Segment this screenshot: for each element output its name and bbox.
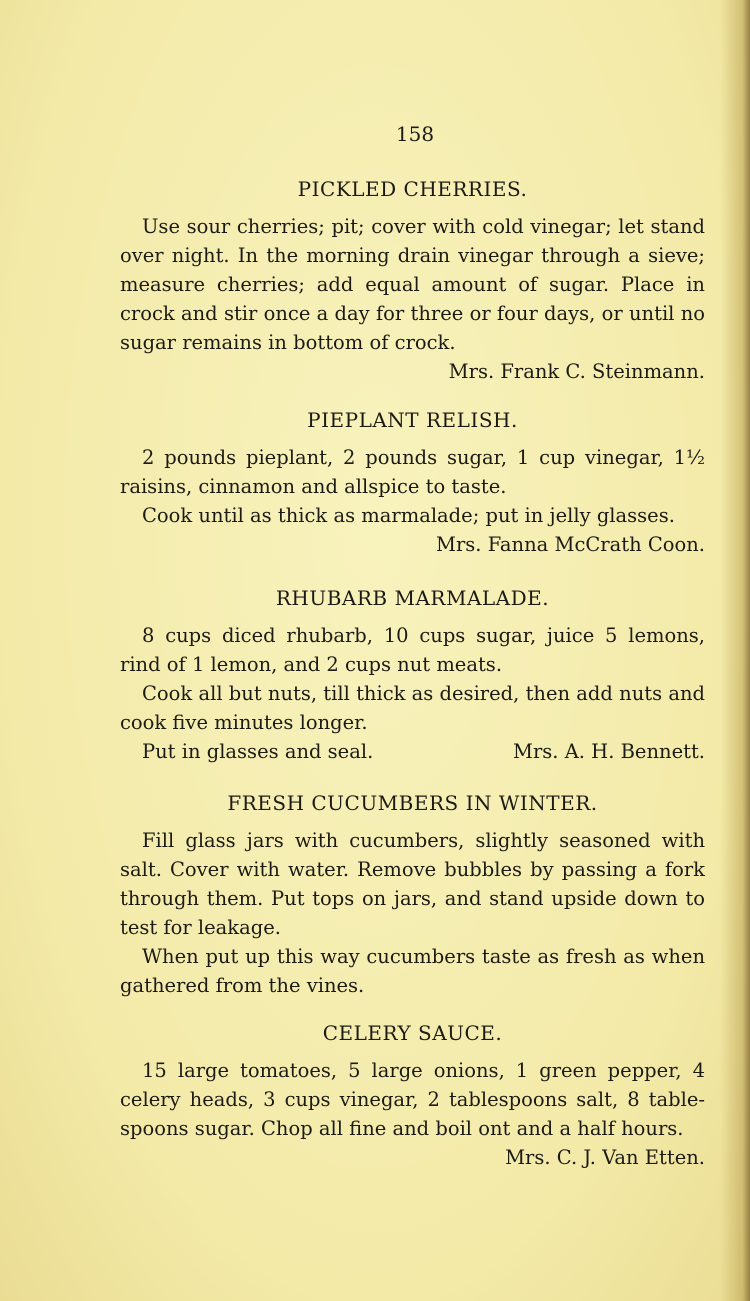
recipe-body: [120, 1056, 705, 1143]
recipe-last-instruction: Put in glasses and seal.: [142, 740, 374, 763]
recipe-title: CELERY SAUCE.: [322, 1021, 503, 1045]
recipe-paragraph: When put up this way cucumbers taste as fresh as when gathered from the vines.: [120, 945, 705, 997]
recipe-paragraph: Cook until as thick as marmalade; put in jelly glasses.: [142, 504, 675, 527]
recipe-body: [120, 621, 705, 737]
recipe-pickled-cherries: [120, 174, 705, 386]
recipe-fresh-cucumbers: [120, 788, 705, 1000]
recipe-body: [120, 443, 705, 530]
recipe-signature: Mrs. A. H. Bennett.: [513, 740, 705, 763]
recipe-paragraph: Cook all but nuts, till thick as desired, then add nuts and cook five minutes longer.: [120, 682, 705, 734]
recipe-body: [120, 212, 705, 357]
recipe-title: PIEPLANT RELISH.: [307, 408, 518, 432]
recipe-signature: Mrs. C. J. Van Etten.: [505, 1146, 705, 1169]
recipe-paragraph: 8 cups diced rhubarb, 10 cups sugar, juice 5 lemons, rind of 1 lemon, and 2 cups nut meats.: [120, 624, 705, 676]
recipe-body: [120, 826, 705, 1000]
recipe-paragraph: Fill glass jars with cucumbers, slightly seasoned with salt. Cover with water. Remove bubbles by passing a fork through them. Put tops on jars, and stand upside down to test for leakage.: [120, 829, 705, 939]
recipe-paragraph: 15 large tomatoes, 5 large onions, 1 green pepper, 4 celery heads, 3 cups vinegar, 2 tablespoons salt, 8 table-spoons sugar. Chop all fine and boil ont and a half hours.: [120, 1059, 705, 1140]
recipe-title: FRESH CUCUMBERS IN WINTER.: [227, 791, 598, 815]
recipe-title: PICKLED CHERRIES.: [297, 177, 528, 201]
recipe-title: RHUBARB MARMALADE.: [275, 586, 550, 610]
recipe-rhubarb-marmalade: [120, 583, 705, 766]
page-number: 158: [395, 122, 435, 146]
recipe-signature: Mrs. Frank C. Steinmann.: [448, 360, 705, 383]
recipe-signature: Mrs. Fanna McCrath Coon.: [436, 533, 705, 556]
recipe-paragraph: 2 pounds pieplant, 2 pounds sugar, 1 cup vinegar, 1½ raisins, cinnamon and allspice to taste.: [120, 446, 705, 498]
recipe-closing-line: [120, 737, 705, 766]
recipe-pieplant-relish: [120, 405, 705, 559]
recipe-paragraph: Use sour cherries; pit; cover with cold vinegar; let stand over night. In the morning drain vinegar through a sieve; measure cherries; add equal amount of sugar. Place in crock and stir once a day for three or four days, or until no sugar remains in bottom of crock.: [120, 215, 705, 354]
recipe-celery-sauce: [120, 1018, 705, 1172]
